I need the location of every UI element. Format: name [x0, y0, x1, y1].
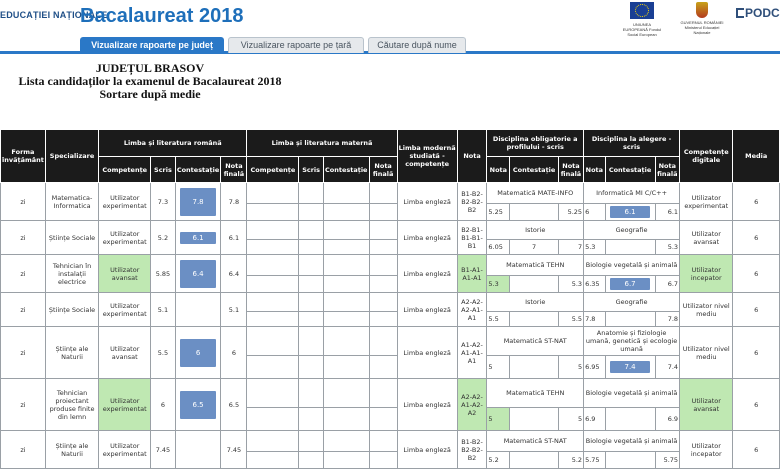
- cell-materna-nota-finala: [369, 379, 397, 408]
- cell-materna-nota-finala: [369, 221, 397, 240]
- col-forma: Forma învățământ: [1, 130, 46, 183]
- table-row[interactable]: [1, 255, 780, 276]
- cell-competente-digitale: Utilizator avansat: [680, 379, 733, 431]
- cell-ale-contestatie: [605, 204, 655, 221]
- cell-competente: Utilizator avansat: [99, 327, 151, 379]
- cell-ale-final: 6.1: [655, 204, 680, 221]
- cell-materna-contestatie-b: [323, 204, 369, 221]
- cell-materna-nota-finala-b: [369, 356, 397, 379]
- cell-obl-nota: 5: [487, 356, 510, 379]
- cell-ale-nota: 6: [584, 204, 606, 221]
- cell-ale-name: Anatomie și fiziologie umană, genetică și ecologie umană: [584, 327, 680, 356]
- cell-competente: Utilizator experimentat: [99, 379, 151, 431]
- cell-materna-competente-b: [247, 204, 299, 221]
- cell-contestatie: [175, 255, 221, 293]
- cell-competente-digitale: Utilizator nivel mediu: [680, 293, 733, 327]
- cell-specializare: Științe ale Naturii: [45, 327, 98, 379]
- cell-scris: 7.3: [151, 183, 175, 221]
- cell-materna-contestatie: [323, 183, 369, 204]
- cell-ale-contestatie: [605, 356, 655, 379]
- sub-scris-ro: Scris: [151, 157, 175, 183]
- table-row[interactable]: [1, 431, 780, 452]
- cell-specializare: Tehnician proiectant produse finite din lemn: [45, 379, 98, 431]
- col-limba-materna: Limba și literatura maternă: [247, 130, 397, 157]
- cell-forma: zi: [1, 327, 46, 379]
- col-media: Media: [733, 130, 780, 183]
- cell-materna-contestatie: [323, 327, 369, 356]
- cell-ale-nota: 5.75: [584, 452, 606, 469]
- cell-ale-contestatie: [605, 452, 655, 469]
- cell-competente: Utilizator avansat: [99, 255, 151, 293]
- cell-media: 6: [733, 379, 780, 431]
- cell-materna-competente-b: [247, 452, 299, 469]
- cell-materna-nota-finala: [369, 183, 397, 204]
- cell-materna-competente-b: [247, 240, 299, 255]
- cell-obl-name: Matematică MATE-INFO: [487, 183, 584, 204]
- sub-nota-finala-ale: Nota finală: [655, 157, 680, 183]
- contestatie-scan[interactable]: 6.5: [180, 391, 216, 419]
- cell-materna-scris-b: [299, 240, 323, 255]
- cell-limba-moderna: Limba engleză: [397, 379, 457, 431]
- cell-nota-finala: 6.5: [221, 379, 247, 431]
- cell-obl-final: 5.3: [558, 276, 583, 293]
- tab-reports-by-country[interactable]: Vizualizare rapoarte pe țară: [228, 37, 364, 53]
- cell-ale-nota: 7.8: [584, 312, 606, 327]
- cell-materna-competente: [247, 221, 299, 240]
- cell-scris: 5.1: [151, 293, 175, 327]
- government-caption: GUVERNUL ROMÂNIEI Ministerul Educației Naționale: [680, 20, 724, 35]
- cell-ale-final: 7.4: [655, 356, 680, 379]
- table-row[interactable]: [1, 183, 780, 204]
- cell-ale-name: Informatică MI C/C++: [584, 183, 680, 204]
- cell-materna-nota-finala: [369, 431, 397, 452]
- contestatie-scan[interactable]: 6.1: [180, 232, 216, 244]
- cell-materna-competente-b: [247, 408, 299, 431]
- cell-materna-competente-b: [247, 312, 299, 327]
- cell-media: 6: [733, 431, 780, 469]
- cell-materna-competente: [247, 183, 299, 204]
- cell-obl-name: Istorie: [487, 293, 584, 312]
- candidates-table: [0, 129, 780, 469]
- col-competente-digitale: Competențe digitale: [680, 130, 733, 183]
- cell-obl-name: Matematică ST-NAT: [487, 327, 584, 356]
- cell-materna-contestatie-b: [323, 452, 369, 469]
- header-row-top: [1, 130, 780, 157]
- cell-obl-final: 7: [558, 240, 583, 255]
- cell-nota-lm: B1-B2-B2-B2-B2: [457, 183, 487, 221]
- cell-materna-contestatie-b: [323, 356, 369, 379]
- cell-materna-scris: [299, 293, 323, 312]
- cell-materna-contestatie-b: [323, 276, 369, 293]
- cell-materna-nota-finala-b: [369, 276, 397, 293]
- cell-materna-competente: [247, 255, 299, 276]
- report-tabs: [0, 36, 780, 54]
- cell-ale-name: Biologie vegetală și animală: [584, 379, 680, 408]
- cell-materna-scris: [299, 183, 323, 204]
- ministry-name: EDUCAȚIEI NAȚIONALE: [0, 10, 108, 20]
- cell-materna-contestatie-b: [323, 408, 369, 431]
- cell-materna-scris: [299, 221, 323, 240]
- cell-materna-nota-finala-b: [369, 452, 397, 469]
- cell-limba-moderna: Limba engleză: [397, 431, 457, 469]
- cell-obl-nota: 6.05: [487, 240, 510, 255]
- cell-materna-scris-b: [299, 276, 323, 293]
- cell-obl-contestatie: [510, 356, 559, 379]
- cell-media: 6: [733, 221, 780, 255]
- cell-nota-lm: A1-A2-A1-A1-A1: [457, 327, 487, 379]
- sub-contestatie-ro: Contestație: [175, 157, 221, 183]
- contestatie-scan[interactable]: 6.4: [180, 260, 216, 288]
- cell-competente-digitale: Utilizator incepator: [680, 255, 733, 293]
- cell-competente: Utilizator experimentat: [99, 293, 151, 327]
- col-limba-romana: Limba și literatura română: [99, 130, 247, 157]
- cell-limba-moderna: Limba engleză: [397, 293, 457, 327]
- cell-contestatie: [175, 183, 221, 221]
- cell-ale-name: Biologie vegetală și animală: [584, 431, 680, 452]
- col-disciplina-alegere: Disciplina la alegere - scris: [584, 130, 680, 157]
- cell-ale-nota: 6.95: [584, 356, 606, 379]
- cell-obl-nota: 5: [487, 408, 510, 431]
- cell-competente: Utilizator experimentat: [99, 431, 151, 469]
- cell-nota-finala: 6: [221, 327, 247, 379]
- cell-materna-contestatie: [323, 431, 369, 452]
- cell-materna-scris: [299, 379, 323, 408]
- cell-obl-nota: 5.3: [487, 276, 510, 293]
- cell-materna-scris-b: [299, 408, 323, 431]
- podc-text: PODC: [745, 6, 780, 20]
- cell-obl-name: Istorie: [487, 221, 584, 240]
- sub-scris-mat: Scris: [299, 157, 323, 183]
- col-limba-moderna: Limba modernă studiată - competențe: [397, 130, 457, 183]
- ale-contestatie-scan[interactable]: 6.7: [610, 278, 650, 290]
- sub-nota-ale: Nota: [584, 157, 606, 183]
- cell-materna-nota-finala: [369, 327, 397, 356]
- eu-stars-icon: [635, 4, 649, 17]
- cell-obl-final: 5: [558, 408, 583, 431]
- cell-forma: zi: [1, 255, 46, 293]
- sub-contestatie-obl: Contestație: [510, 157, 559, 183]
- cell-limba-moderna: Limba engleză: [397, 183, 457, 221]
- cell-media: 6: [733, 183, 780, 221]
- sub-nota-finala-mat: Nota finală: [369, 157, 397, 183]
- cell-ale-contestatie: [605, 312, 655, 327]
- cell-nota-finala: 7.8: [221, 183, 247, 221]
- cell-contestatie: [175, 327, 221, 379]
- podc-logo: [736, 6, 780, 26]
- cell-materna-competente: [247, 327, 299, 356]
- cell-specializare: Științe Sociale: [45, 293, 98, 327]
- cell-nota-lm: B1-B2-B2-B2-B2: [457, 431, 487, 469]
- cell-ale-final: 5.3: [655, 240, 680, 255]
- col-disciplina-obligatorie: Disciplina obligatorie a profilului - scris: [487, 130, 584, 157]
- cell-materna-contestatie-b: [323, 240, 369, 255]
- cell-materna-contestatie-b: [323, 312, 369, 327]
- cell-scris: 5.2: [151, 221, 175, 255]
- cell-nota-lm: A2-A2-A2-A1-A1: [457, 293, 487, 327]
- cell-materna-nota-finala-b: [369, 312, 397, 327]
- col-specializare: Specializare: [45, 130, 98, 183]
- report-heading: [0, 62, 300, 101]
- podc-mark-icon: [736, 8, 744, 18]
- cell-competente: Utilizator experimentat: [99, 183, 151, 221]
- cell-media: 6: [733, 327, 780, 379]
- cell-obl-final: 5.5: [558, 312, 583, 327]
- cell-ale-name: Biologie vegetală și animală: [584, 255, 680, 276]
- cell-materna-scris-b: [299, 204, 323, 221]
- cell-obl-final: 5.25: [558, 204, 583, 221]
- cell-ale-final: 7.8: [655, 312, 680, 327]
- cell-competente-digitale: Utilizator experimentat: [680, 183, 733, 221]
- cell-ale-nota: 5.3: [584, 240, 606, 255]
- cell-contestatie: [175, 221, 221, 255]
- sub-nota-obl: Nota: [487, 157, 510, 183]
- cell-forma: zi: [1, 293, 46, 327]
- cell-obl-final: 5.2: [558, 452, 583, 469]
- cell-materna-scris-b: [299, 356, 323, 379]
- cell-ale-contestatie: [605, 408, 655, 431]
- cell-materna-scris-b: [299, 312, 323, 327]
- cell-scris: 7.45: [151, 431, 175, 469]
- cell-obl-contestatie: [510, 276, 559, 293]
- tab-search-by-name[interactable]: Căutare după nume: [368, 37, 466, 53]
- cell-materna-contestatie: [323, 379, 369, 408]
- cell-obl-contestatie: [510, 312, 559, 327]
- cell-ale-name: Geografie: [584, 293, 680, 312]
- app-title[interactable]: Bacalaureat 2018: [80, 5, 244, 27]
- cell-forma: zi: [1, 221, 46, 255]
- cell-obl-contestatie: [510, 452, 559, 469]
- sub-contestatie-mat: Contestație: [323, 157, 369, 183]
- cell-materna-nota-finala-b: [369, 240, 397, 255]
- cell-nota-finala: 5.1: [221, 293, 247, 327]
- eu-caption: UNIUNEA EUROPEANĂ Fondul Social European: [622, 22, 662, 37]
- cell-forma: zi: [1, 183, 46, 221]
- cell-materna-contestatie: [323, 221, 369, 240]
- sub-competente-ro: Competențe: [99, 157, 151, 183]
- cell-materna-scris: [299, 327, 323, 356]
- cell-nota-lm: B2-B1-B1-B1-B1: [457, 221, 487, 255]
- cell-materna-nota-finala-b: [369, 204, 397, 221]
- cell-contestatie: [175, 293, 221, 327]
- table-row[interactable]: [1, 327, 780, 356]
- table-row[interactable]: [1, 221, 780, 240]
- cell-materna-competente: [247, 293, 299, 312]
- cell-limba-moderna: Limba engleză: [397, 255, 457, 293]
- cell-ale-name: Geografie: [584, 221, 680, 240]
- cell-scris: 5.85: [151, 255, 175, 293]
- cell-competente-digitale: Utilizator avansat: [680, 221, 733, 255]
- cell-obl-nota: 5.2: [487, 452, 510, 469]
- cell-obl-nota: 5.25: [487, 204, 510, 221]
- cell-contestatie: [175, 379, 221, 431]
- cell-scris: 5.5: [151, 327, 175, 379]
- cell-obl-contestatie: [510, 204, 559, 221]
- cell-nota-lm: B1-A1-A1-A1: [457, 255, 487, 293]
- cell-specializare: Tehnician în instalații electrice: [45, 255, 98, 293]
- cell-media: 6: [733, 293, 780, 327]
- cell-materna-competente-b: [247, 356, 299, 379]
- ale-contestatie-scan[interactable]: 6.1: [610, 206, 650, 218]
- cell-materna-contestatie: [323, 293, 369, 312]
- cell-limba-moderna: Limba engleză: [397, 221, 457, 255]
- sub-competente-mat: Competențe: [247, 157, 299, 183]
- cell-obl-final: 5: [558, 356, 583, 379]
- cell-ale-contestatie: [605, 240, 655, 255]
- cell-nota-finala: 6.4: [221, 255, 247, 293]
- cell-materna-scris: [299, 255, 323, 276]
- contestatie-scan[interactable]: 6: [180, 339, 216, 367]
- county-title: JUDEȚUL BRASOV: [95, 61, 205, 75]
- government-logo: [680, 0, 724, 36]
- cell-competente: Utilizator experimentat: [99, 221, 151, 255]
- sub-nota-finala-obl: Nota finală: [558, 157, 583, 183]
- cell-specializare: Matematica-Informatica: [45, 183, 98, 221]
- cell-obl-name: Matematică ST-NAT: [487, 431, 584, 452]
- cell-limba-moderna: Limba engleză: [397, 327, 457, 379]
- sort-title: Sortare după medie: [99, 87, 201, 101]
- sub-nota-finala-ro: Nota finală: [221, 157, 247, 183]
- cell-materna-nota-finala: [369, 293, 397, 312]
- table-row[interactable]: [1, 379, 780, 408]
- cell-materna-competente: [247, 431, 299, 452]
- cell-obl-contestatie: [510, 408, 559, 431]
- list-title: Lista candidaților la examenul de Bacalaureat 2018: [18, 74, 282, 88]
- cell-materna-scris-b: [299, 452, 323, 469]
- cell-specializare: Științe Sociale: [45, 221, 98, 255]
- cell-forma: zi: [1, 379, 46, 431]
- tab-reports-by-county[interactable]: Vizualizare rapoarte pe județ: [80, 37, 224, 53]
- cell-materna-competente-b: [247, 276, 299, 293]
- eu-logo: [622, 2, 662, 36]
- cell-nota-lm: A2-A2-A1-A2-A2: [457, 379, 487, 431]
- cell-competente-digitale: Utilizator nivel mediu: [680, 327, 733, 379]
- cell-nota-finala: 6.1: [221, 221, 247, 255]
- cell-contestatie: [175, 431, 221, 469]
- cell-materna-nota-finala: [369, 255, 397, 276]
- cell-materna-scris: [299, 431, 323, 452]
- col-nota: Nota: [457, 130, 487, 183]
- table-row[interactable]: [1, 293, 780, 312]
- cell-forma: zi: [1, 431, 46, 469]
- cell-obl-name: Matematică TEHN: [487, 255, 584, 276]
- cell-ale-final: 5.75: [655, 452, 680, 469]
- contestatie-scan[interactable]: 7.8: [180, 188, 216, 216]
- cell-obl-name: Matematică TEHN: [487, 379, 584, 408]
- coat-of-arms-icon: [696, 2, 708, 18]
- header-row-sub: [1, 157, 780, 183]
- cell-ale-contestatie: [605, 276, 655, 293]
- cell-media: 6: [733, 255, 780, 293]
- cell-competente-digitale: Utilizator incepator: [680, 431, 733, 469]
- cell-ale-final: 6.9: [655, 408, 680, 431]
- cell-obl-nota: 5.5: [487, 312, 510, 327]
- sub-contestatie-ale: Contestație: [605, 157, 655, 183]
- cell-ale-nota: 6.35: [584, 276, 606, 293]
- cell-specializare: Științe ale Naturii: [45, 431, 98, 469]
- cell-ale-final: 6.7: [655, 276, 680, 293]
- cell-obl-contestatie: 7: [510, 240, 559, 255]
- cell-ale-nota: 6.9: [584, 408, 606, 431]
- cell-materna-competente: [247, 379, 299, 408]
- cell-nota-finala: 7.45: [221, 431, 247, 469]
- cell-materna-contestatie: [323, 255, 369, 276]
- cell-materna-nota-finala-b: [369, 408, 397, 431]
- cell-scris: 6: [151, 379, 175, 431]
- ale-contestatie-scan[interactable]: 7.4: [610, 361, 650, 373]
